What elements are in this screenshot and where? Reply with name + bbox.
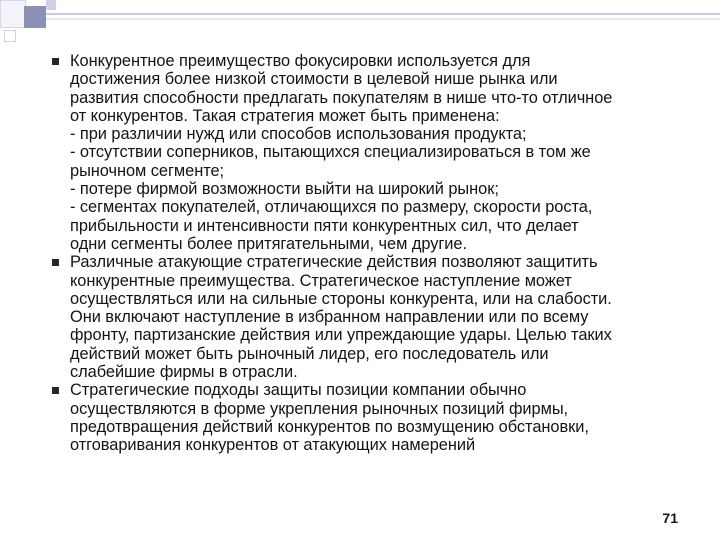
decor-square-small [4, 30, 16, 42]
text-line: осуществляться или на сильные стороны конкурента, или на слабости. [70, 289, 612, 308]
text-line: отговаривания конкурентов от атакующих намерений [70, 436, 476, 455]
text-line: осуществляются в форме укрепления рыночных позиций фирмы, [70, 399, 569, 418]
text-line: - потере фирмой возможности выйти на широкий рынок; [70, 180, 499, 199]
text-line: прибыльности и интенсивности пяти конкурентных сил, что делает [70, 216, 579, 235]
text-line: - отсутствии соперников, пытающихся специализироваться в том же [70, 143, 591, 162]
decor-square-light [0, 0, 26, 28]
bullet-list [52, 52, 692, 455]
text-line: от конкурентов. Такая стратегия может быть применена: [70, 106, 500, 125]
decor-square-accent [24, 6, 46, 28]
text-line: конкурентные преимущества. Стратегическое наступление может [70, 271, 572, 290]
bullet-item-defense-approaches [52, 381, 692, 454]
header-decoration [0, 0, 720, 40]
header-rule [46, 12, 720, 22]
text-line: Они включают наступление в избранном направлении или по всему [70, 308, 589, 327]
bullet-item-focus-strategy [52, 52, 692, 253]
bullet-square-icon [52, 58, 59, 65]
bullet-item-attack-strategies [52, 253, 692, 381]
text-line: одни сегменты более притягательными, чем другие. [70, 234, 467, 253]
bullet-square-icon [52, 387, 59, 394]
text-line: - сегментах покупателей, отличающихся по размеру, скорости роста, [70, 198, 593, 217]
text-line: рыночном сегменте; [70, 161, 225, 180]
page-number: 71 [662, 510, 678, 526]
text-line: Конкурентное преимущество фокусировки используется для [70, 52, 531, 70]
bullet-square-icon [52, 259, 59, 266]
text-line: фронту, партизанские действия или упреждающие удары. Целью таких [70, 326, 612, 345]
text-line: Стратегические подходы защиты позиции компании обычно [70, 381, 527, 400]
text-line: предотвращения действий конкурентов по возмущению обстановки, [70, 417, 589, 436]
text-line: достижения более низкой стоимости в целевой нише рынка или [70, 70, 558, 89]
text-line: слабейшие фирмы в отрасли. [70, 363, 298, 382]
decor-square-tiny [46, 0, 56, 10]
text-line: - при различии нужд или способов использования продукта; [70, 125, 527, 144]
text-line: Различные атакующие стратегические действия позволяют защитить [70, 253, 598, 272]
text-line: развития способности предлагать покупателям в нише что-то отличное [70, 88, 613, 107]
text-line: действий может быть рыночный лидер, его последователь или [70, 344, 549, 363]
